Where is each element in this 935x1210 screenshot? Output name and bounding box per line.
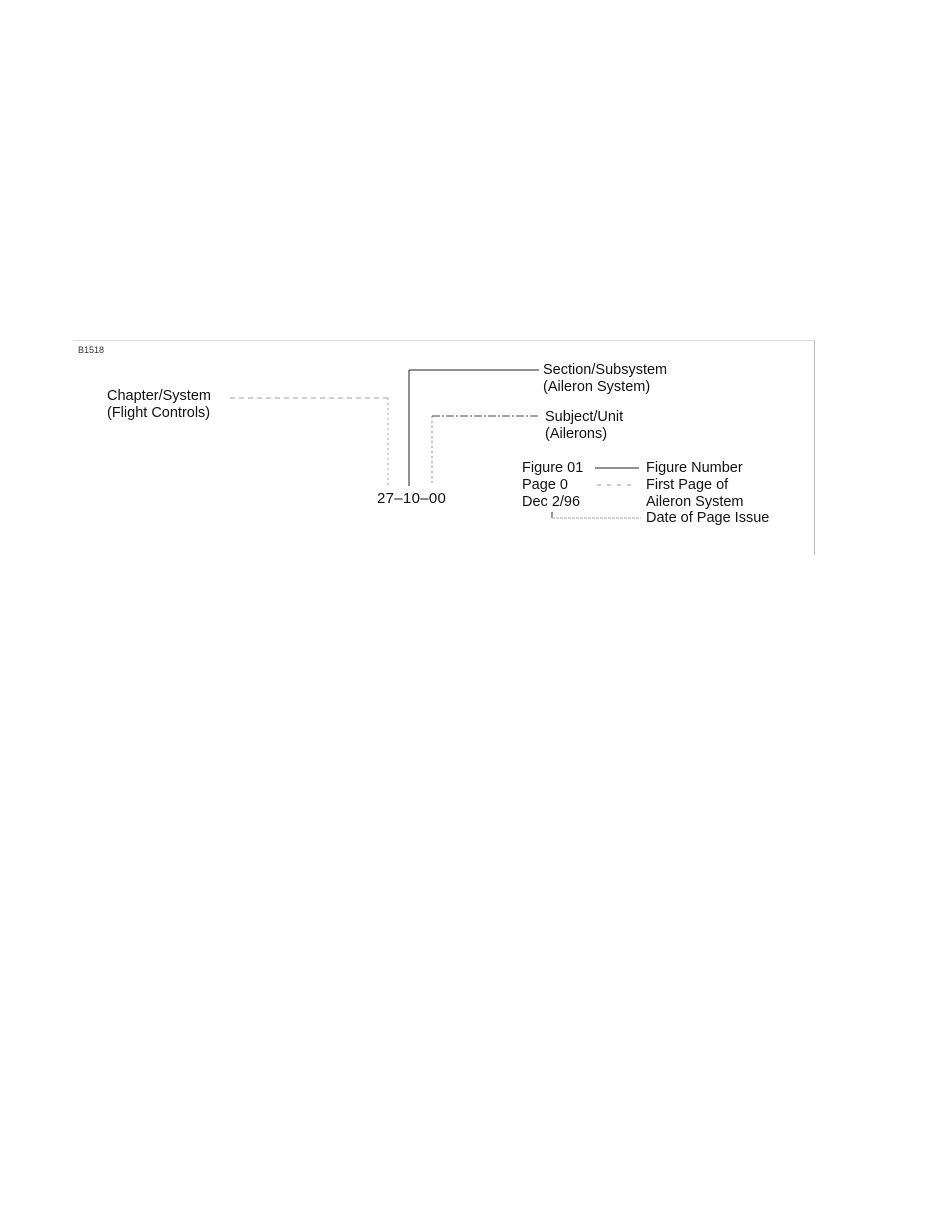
first-page-explanation	[646, 477, 744, 511]
figure-number-explanation: Figure Number	[646, 460, 743, 476]
chapter-title: Chapter/System	[107, 388, 211, 404]
section-title: Section/Subsystem	[543, 362, 668, 378]
chapter-section-subject-code: 27–10–00	[377, 490, 447, 507]
date-explanation: Date of Page Issue	[646, 510, 770, 526]
first-page-line1: First Page of	[646, 477, 729, 493]
first-page-line2: Aileron System	[646, 494, 744, 510]
subject-title: Subject/Unit	[545, 409, 624, 425]
subject-subtitle: (Ailerons)	[545, 426, 608, 442]
figure-line: Figure 01	[522, 460, 584, 476]
page-line: Page 0	[522, 477, 568, 493]
date-line: Dec 2/96	[522, 494, 581, 510]
chapter-subtitle: (Flight Controls)	[107, 405, 211, 421]
section-label	[543, 362, 667, 396]
subject-label	[545, 409, 623, 443]
page-block	[522, 460, 583, 511]
chapter-label	[107, 388, 211, 422]
figure-id: B1518	[78, 345, 105, 355]
section-subtitle: (Aileron System)	[543, 379, 651, 395]
